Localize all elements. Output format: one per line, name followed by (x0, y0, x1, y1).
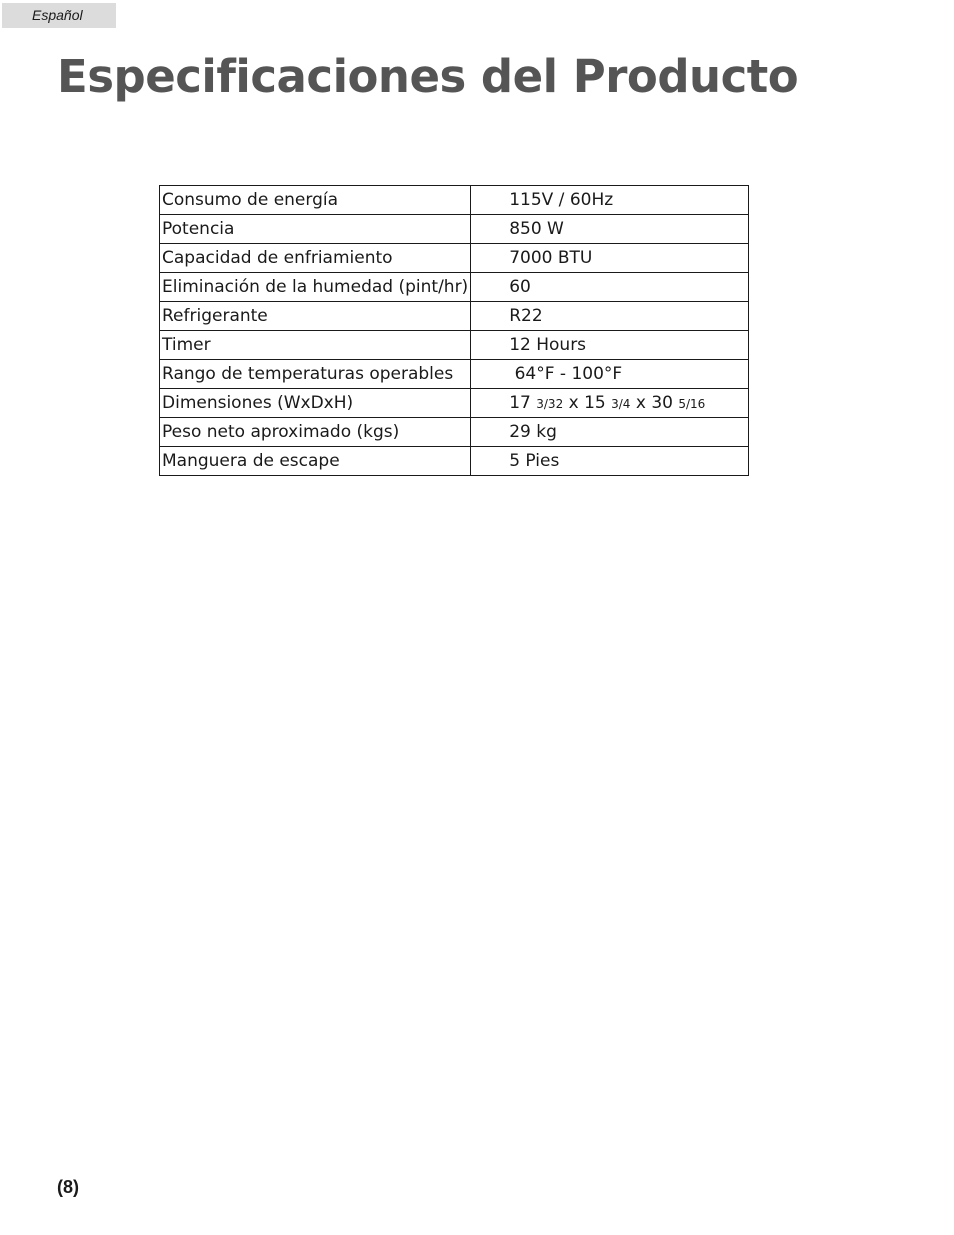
dimension-depth-fraction: 3/4 (611, 397, 631, 411)
table-row (160, 273, 749, 302)
spec-label: Rango de temperaturas operables (160, 360, 471, 389)
dimension-separator: x (635, 393, 646, 413)
spec-label: Dimensiones (WxDxH) (160, 389, 471, 418)
page-number: (8) (57, 1177, 79, 1197)
spec-label: Manguera de escape (160, 447, 471, 476)
language-tab: Español (2, 3, 116, 28)
dimension-width-whole: 17 (509, 393, 531, 413)
table-row (160, 215, 749, 244)
specifications-table (159, 185, 749, 476)
dimension-width-fraction: 3/32 (536, 397, 564, 411)
spec-value: 850 W (471, 215, 749, 244)
table-row (160, 244, 749, 273)
table-row (160, 331, 749, 360)
table-row (160, 302, 749, 331)
table-row (160, 447, 749, 476)
spec-label: Refrigerante (160, 302, 471, 331)
spec-value-dimensions (471, 389, 749, 418)
spec-value: R22 (471, 302, 749, 331)
spec-value: 60 (471, 273, 749, 302)
spec-value: 29 kg (471, 418, 749, 447)
page-title: Especificaciones del Producto (57, 50, 799, 103)
table-row (160, 389, 749, 418)
spec-label: Eliminación de la humedad (pint/hr) (160, 273, 471, 302)
spec-value: 5 Pies (471, 447, 749, 476)
dimension-height-fraction: 5/16 (678, 397, 706, 411)
dimension-separator: x (568, 393, 579, 413)
spec-value: 12 Hours (471, 331, 749, 360)
dimension-height-whole: 30 (651, 393, 673, 413)
table-row (160, 186, 749, 215)
spec-value: 115V / 60Hz (471, 186, 749, 215)
spec-label: Consumo de energía (160, 186, 471, 215)
spec-label: Capacidad de enfriamiento (160, 244, 471, 273)
spec-label: Timer (160, 331, 471, 360)
spec-label: Peso neto aproximado (kgs) (160, 418, 471, 447)
spec-value: 7000 BTU (471, 244, 749, 273)
spec-label: Potencia (160, 215, 471, 244)
spec-value: 64°F - 100°F (471, 360, 749, 389)
dimension-depth-whole: 15 (584, 393, 606, 413)
table-row (160, 360, 749, 389)
table-row (160, 418, 749, 447)
